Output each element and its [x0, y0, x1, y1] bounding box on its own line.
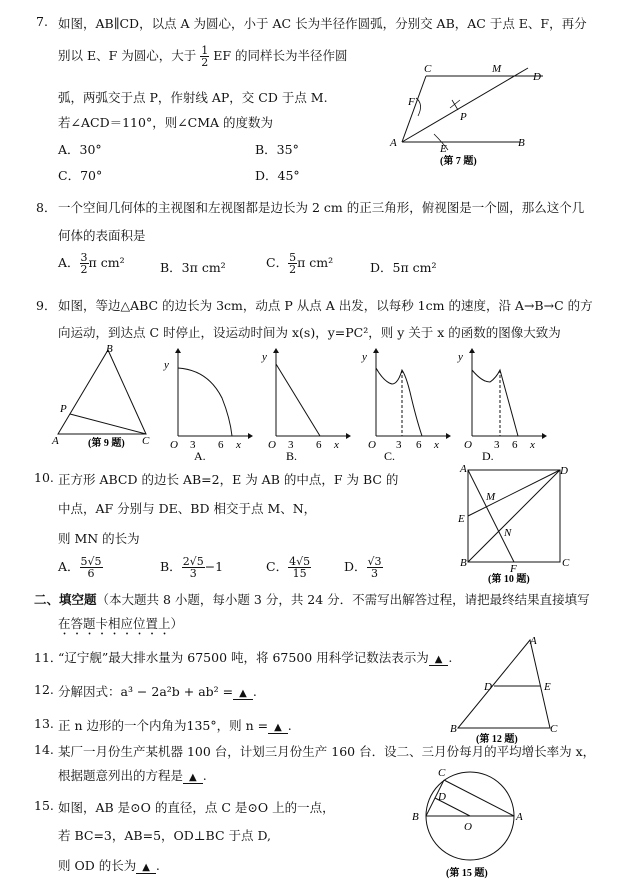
q7-label-e: E: [440, 143, 447, 155]
svg-text:3: 3: [190, 439, 196, 451]
q7-line2a: 别以 E、F 为圆心，大于: [58, 48, 197, 63]
q8-line1: 一个空间几何体的主视图和左视图都是边长为 2 cm 的正三角形，俯视图是一个圆，那么这个几: [58, 200, 585, 215]
svg-text:y: y: [164, 359, 169, 371]
q7-label-p: P: [460, 111, 467, 123]
q12-caption: (第 12 题): [476, 734, 518, 745]
svg-text:A: A: [530, 635, 537, 647]
svg-text:B: B: [412, 811, 419, 823]
svg-text:C: C: [438, 767, 446, 779]
q7-line4: 若∠ACD＝110°，则∠CMA 的度数为: [58, 115, 274, 130]
q9-caption: (第 9 题): [88, 438, 125, 449]
q7-number: 7.: [36, 14, 48, 29]
q9-option-b: B.: [286, 449, 298, 460]
svg-text:B: B: [106, 343, 113, 355]
q8-option-a: A． $\frac{3}{2}$ π cm²: [58, 251, 125, 276]
q13-number: 13.: [34, 716, 54, 731]
q14-line2: 根据题意列出的方程是 ▲ .: [58, 768, 207, 783]
q10-caption: (第 10 题): [488, 574, 530, 585]
q7-fraction: $\frac{1}{2}$: [201, 44, 209, 69]
q10-line1: 正方形 ABCD 的边长 AB=2，E 为 AB 的中点，F 为 BC 的: [58, 472, 399, 487]
q8-line2: 何体的表面积是: [58, 228, 146, 243]
svg-text:6: 6: [416, 439, 422, 451]
q13-line: 正 n 边形的一个内角为135°，则 n = ▲ .: [58, 718, 292, 733]
svg-text:A: A: [460, 463, 467, 475]
q15-line1: 如图，AB 是⊙O 的直径，点 C 是⊙O 上的一点，: [58, 800, 335, 815]
q12-blank: ▲: [233, 688, 253, 700]
q8-number: 8．: [36, 200, 57, 215]
svg-text:A: A: [516, 811, 523, 823]
q9-option-d: D.: [482, 449, 494, 460]
q9-option-a: A.: [194, 449, 206, 460]
q7-option-a: A．30°: [58, 142, 102, 157]
section2-header: [34, 590, 590, 608]
q12-line: 分解因式：a³ − 2a²b + ab² = ▲ .: [58, 684, 257, 699]
q9-graph-b: [261, 348, 351, 460]
q11-number: 11．: [34, 650, 63, 665]
svg-text:x: x: [530, 439, 535, 451]
svg-text:P: P: [60, 403, 67, 415]
section2-desc1: （本大题共 8 小题，每小题 3 分，共 24 分．不需写出解答过程，请把最终结果直接填写: [96, 592, 590, 607]
svg-text:6: 6: [218, 439, 224, 451]
svg-text:y: y: [362, 351, 367, 363]
q7-line2: [58, 45, 348, 68]
svg-text:3: 3: [494, 439, 500, 451]
q15-figure: [400, 764, 540, 892]
q7-option-d: D．45°: [255, 168, 300, 183]
svg-text:B: B: [450, 723, 457, 735]
svg-text:O: O: [464, 821, 472, 833]
q9-number: 9．: [36, 298, 57, 313]
svg-text:3: 3: [396, 439, 402, 451]
q11-blank: ▲: [429, 654, 449, 666]
q10-option-d: D． $\frac{√3}{3}$: [344, 555, 382, 580]
q7-label-a: A: [390, 137, 397, 149]
svg-text:F: F: [510, 563, 517, 575]
q9-graph-c: [361, 348, 451, 460]
q7-label-d: D: [533, 71, 541, 83]
q13-blank: ▲: [268, 722, 288, 734]
q9-line2: 向运动，到达点 C 时停止，设运动时间为 x(s)，y=PC²，则 y 关于 x 的函数的图像大致为: [58, 325, 561, 340]
q7-label-c: C: [424, 63, 432, 75]
svg-text:x: x: [334, 439, 339, 451]
q10-line3: 则 MN 的长为: [58, 531, 140, 546]
q14-line1: 某厂一月份生产某机器 100 台，计划三月份生产 160 台．设二、三月份每月的平均增长率为 x，: [58, 744, 596, 759]
q8-option-d: D．5π cm²: [370, 260, 437, 275]
q10-figure: [450, 460, 580, 590]
svg-text:y: y: [262, 351, 267, 363]
section2-desc2-line: 在答题卡相应位置上）: [58, 616, 184, 631]
svg-text:y: y: [458, 351, 463, 363]
svg-text:3: 3: [288, 439, 294, 451]
q9-graph-a: [163, 348, 253, 460]
svg-text:6: 6: [316, 439, 322, 451]
svg-text:O: O: [464, 439, 472, 451]
q7-label-b: B: [518, 137, 525, 149]
q14-number: 14.: [34, 742, 54, 757]
q7-option-c: C．70°: [58, 168, 103, 183]
svg-text:M: M: [486, 491, 496, 503]
q15-number: 15.: [34, 798, 54, 813]
svg-text:D: D: [484, 681, 492, 693]
section2-title: 二、填空题: [34, 592, 97, 607]
svg-text:C: C: [142, 435, 150, 447]
q9-line1: 如图，等边△ABC 的边长为 3cm，动点 P 从点 A 出发，以每秒 1cm 的速度，沿 A→B→C 的方: [58, 298, 593, 313]
svg-text:O: O: [170, 439, 178, 451]
svg-text:A: A: [52, 435, 59, 447]
q14-blank: ▲: [183, 772, 203, 784]
q9-option-c: C.: [384, 449, 396, 460]
q7-label-m: M: [492, 63, 502, 75]
svg-text:O: O: [268, 439, 276, 451]
svg-text:x: x: [236, 439, 241, 451]
q7-label-f: F: [408, 96, 415, 108]
q15-caption: (第 15 题): [446, 868, 488, 879]
q7-figure: [388, 58, 558, 170]
q7-line1: 如图，AB∥CD，以点 A 为圆心，小于 AC 长为半径作圆弧，分别交 AB，AC 于点 E、F，再分: [58, 16, 587, 31]
q10-option-c: C． $\frac{4√5}{15}$: [266, 555, 311, 580]
q8-option-c: C． $\frac{5}{2}$ π cm²: [266, 251, 334, 276]
q11-line: “辽宁舰”最大排水量为 67500 吨，将 67500 用科学记数法表示为 ▲ .: [58, 650, 453, 665]
svg-text:O: O: [368, 439, 376, 451]
svg-text:x: x: [434, 439, 439, 451]
q9-triangle: [51, 343, 150, 449]
q15-blank: ▲: [136, 862, 156, 874]
svg-text:D: D: [560, 465, 568, 477]
q12-figure: [450, 634, 570, 746]
q7-line3: 弧，两弧交于点 P，作射线 AP，交 CD 于点 M.: [58, 90, 328, 105]
q15-line3: 则 OD 的长为 ▲ .: [58, 858, 160, 873]
q7-option-b: B．35°: [255, 142, 299, 157]
q7-caption: (第 7 题): [440, 156, 477, 167]
svg-text:B: B: [460, 557, 467, 569]
q10-line2: 中点，AF 分别与 DE、BD 相交于点 M、N，: [58, 501, 317, 516]
q10-option-a: A． $\frac{5√5}{6}$: [58, 555, 102, 580]
svg-text:E: E: [458, 513, 465, 525]
q15-line2: 若 BC=3，AB=5，OD⊥BC 于点 D,: [58, 828, 272, 843]
svg-text:E: E: [544, 681, 551, 693]
svg-text:C: C: [562, 557, 570, 569]
svg-text:6: 6: [512, 439, 518, 451]
svg-text:D: D: [438, 791, 446, 803]
q8-option-b: B．3π cm²: [160, 260, 226, 275]
q7-line2b: EF 的同样长为半径作圆: [213, 48, 348, 63]
q10-option-b: B． $\frac{2√5}{3}$ −1: [160, 555, 224, 580]
section2-desc2: 在答题卡相应位置上: [58, 616, 171, 631]
q9-figures: [48, 340, 588, 460]
svg-text:N: N: [504, 527, 512, 539]
q9-graph-d: [457, 348, 547, 460]
q12-number: 12.: [34, 682, 54, 697]
svg-text:C: C: [550, 723, 558, 735]
q10-number: 10.: [34, 470, 54, 485]
